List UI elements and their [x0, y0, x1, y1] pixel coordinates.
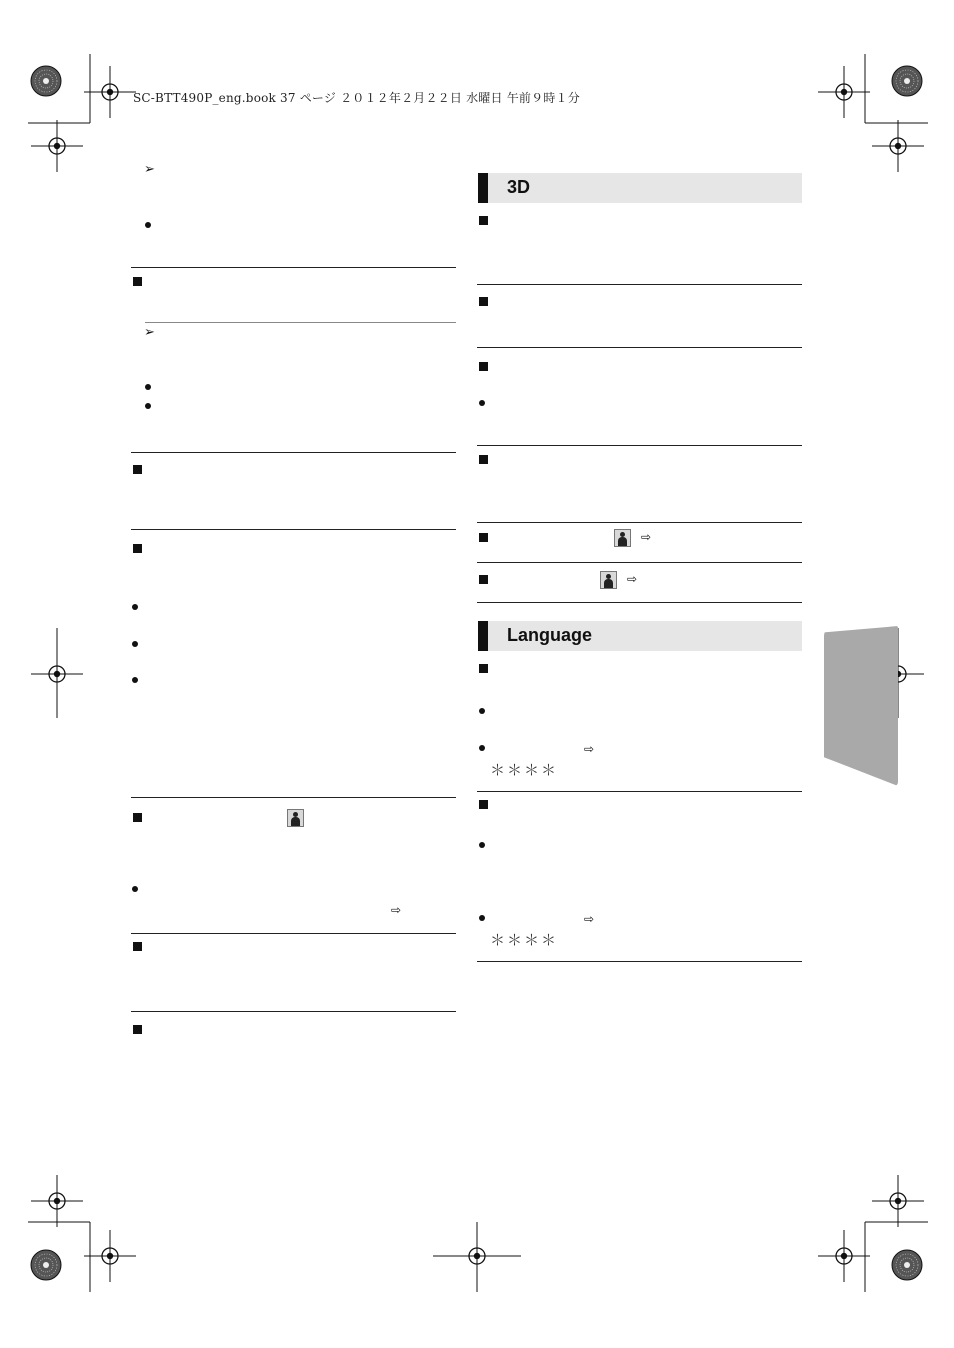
divider [131, 452, 456, 453]
item-marker-icon [133, 465, 142, 474]
bullet-icon [132, 677, 138, 683]
bullet-icon [132, 604, 138, 610]
placeholder-stars: ＊＊＊＊ [490, 761, 559, 779]
section-header-3d [478, 173, 802, 203]
divider [477, 791, 802, 792]
reference-arrow-icon: ⇨ [641, 530, 652, 544]
item-marker-icon [479, 575, 488, 584]
print-header: SC-BTT490P_eng.book 37 ページ ２０１２年２月２２日 水曜日 午前９時１分 [133, 91, 580, 105]
section-accent [478, 621, 488, 651]
divider [477, 347, 802, 348]
divider [131, 529, 456, 530]
divider [131, 933, 456, 934]
divider [131, 1011, 456, 1012]
wheel-bottom-left [31, 1250, 61, 1280]
bullet-icon [132, 641, 138, 647]
item-marker-icon [479, 362, 488, 371]
divider [477, 961, 802, 962]
reference-arrow-icon: ⇨ [627, 572, 638, 586]
item-marker-icon [133, 277, 142, 286]
note-divider [145, 322, 456, 323]
wheel-top-left [31, 66, 61, 96]
item-marker-icon [133, 1025, 142, 1034]
target-top-right-2 [872, 120, 924, 172]
pointer-icon: ➢ [144, 162, 155, 177]
bullet-icon [479, 915, 485, 921]
pointer-icon: ➢ [144, 325, 155, 340]
divider [131, 267, 456, 268]
wheel-bottom-right [892, 1250, 922, 1280]
bullet-icon [479, 400, 485, 406]
reference-arrow-icon: ⇨ [584, 912, 595, 926]
section-accent [478, 173, 488, 203]
bullet-icon [145, 403, 151, 409]
target-bottom-right [872, 1175, 924, 1227]
bullet-icon [479, 745, 485, 751]
divider [477, 522, 802, 523]
target-bottom-right-2 [818, 1230, 870, 1282]
item-marker-icon [479, 664, 488, 673]
item-marker-icon [479, 455, 488, 464]
item-marker-icon [479, 297, 488, 306]
bullet-icon [132, 886, 138, 892]
target-top-left [84, 66, 136, 118]
reference-arrow-icon: ⇨ [584, 742, 595, 756]
placeholder-stars: ＊＊＊＊ [490, 931, 559, 949]
section-title: Language [507, 625, 593, 645]
user-profile-icon [614, 529, 631, 547]
bullet-icon [479, 842, 485, 848]
divider [477, 445, 802, 446]
user-profile-icon [287, 809, 304, 827]
divider [477, 284, 802, 285]
bullet-icon [479, 708, 485, 714]
target-bottom-left-2 [84, 1230, 136, 1282]
target-top-left-2 [31, 120, 83, 172]
item-marker-icon [133, 813, 142, 822]
divider [131, 797, 456, 798]
divider [477, 602, 802, 603]
item-marker-icon [479, 800, 488, 809]
wheel-top-right [892, 66, 922, 96]
section-title: 3D [507, 177, 531, 197]
item-marker-icon [479, 533, 488, 542]
user-profile-icon [600, 571, 617, 589]
item-marker-icon [479, 216, 488, 225]
target-bottom-left [31, 1175, 83, 1227]
bullet-icon [145, 384, 151, 390]
item-marker-icon [133, 942, 142, 951]
section-header-language [478, 621, 802, 651]
bullet-icon [145, 222, 151, 228]
target-top-right [818, 66, 870, 118]
divider [477, 562, 802, 563]
item-marker-icon [133, 544, 142, 553]
reference-arrow-icon: ⇨ [391, 903, 402, 917]
